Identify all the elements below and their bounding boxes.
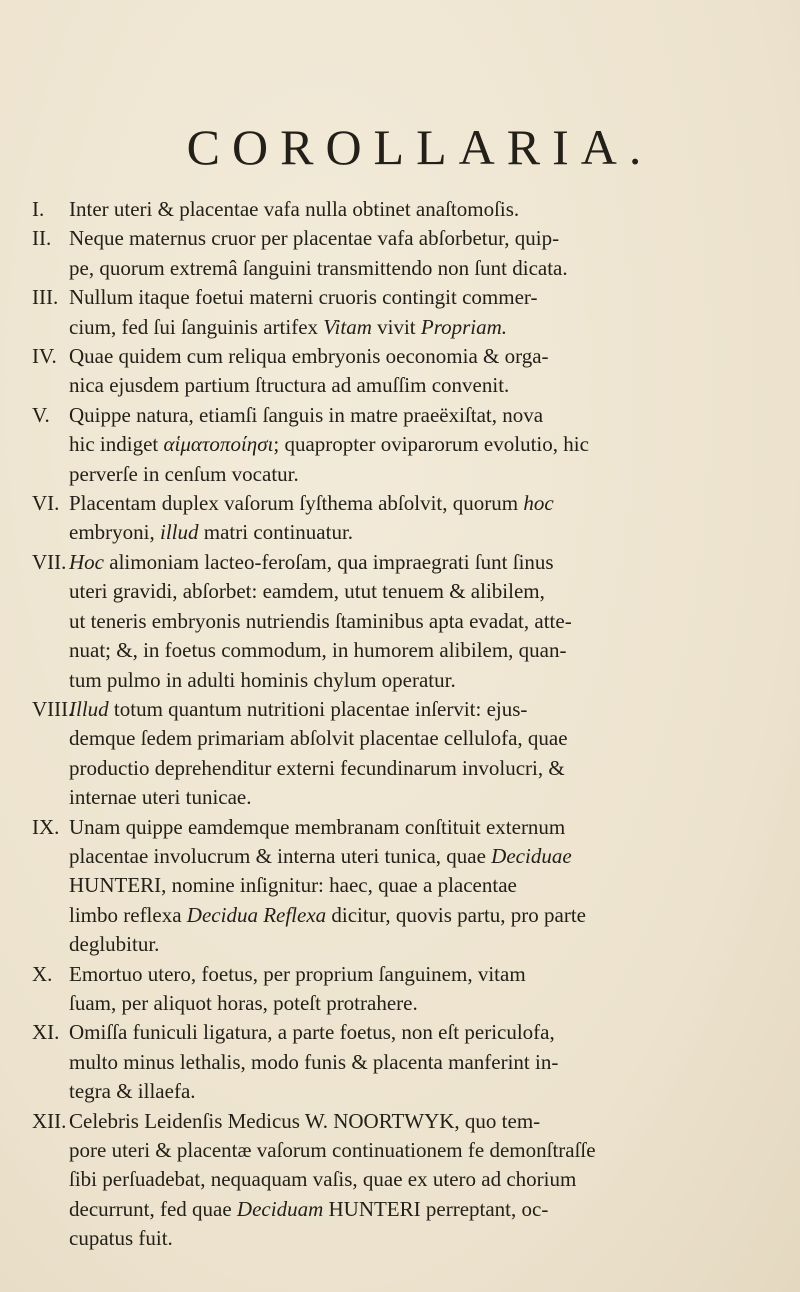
corollary-text	[69, 960, 772, 1019]
italic-text: illud	[159, 520, 199, 545]
text-run: alimoniam lacteo-feroſam, qua impraegrati ſunt ſinus uteri gravidi, abſorbet: eamdem, utut tenuem & alibilem, ut teneris embryonis nutriendis ſtaminibus apta evadat, atte- nuat; &, in foetus commodum, in humorem alibilem, quan- tum pulmo in adulti hominis chylum operatur.	[69, 549, 572, 692]
corollary-number: XII.	[32, 1108, 67, 1133]
corollary-number: IV.	[32, 344, 57, 369]
text-run: Celebris Leidenſis Medicus W. NOORTWYK, quo tem- pore uteri & placentæ vaſorum continuationem fe demonſtraſſe ſibi perſuadebat, nequaquam vaſis, quae ex utero ad chorium decurrunt, fed quae	[69, 1108, 596, 1221]
corollary-item	[32, 1018, 772, 1106]
text-run: Quippe natura, etiamſi ſanguis in matre praeëxiſtat, nova hic indiget	[69, 402, 544, 457]
corollary-item	[32, 224, 772, 283]
text-run: totum quantum nutritioni placentae inſervit: ejus- demque ſedem primariam abſolvit placentae cellulofa, quae productio deprehenditur externi fecundinarum involucri, & internae uteri tunicae.	[69, 696, 568, 810]
corollary-number: VIII.	[32, 696, 74, 721]
corollary-text	[69, 813, 772, 960]
text-run: ; quapropter oviparorum evolutio, hic perverſe in cenſum vocatur.	[69, 432, 589, 486]
italic-text: Deciduam	[236, 1196, 324, 1221]
corollary-item	[32, 813, 772, 960]
corollary-item	[32, 401, 772, 489]
text-run: embryoni,	[69, 520, 155, 545]
text-run: Emortuo utero, foetus, per proprium ſanguinem, vitam ſuam, per aliquot horas, poteſt protrahere.	[69, 961, 526, 1015]
corollary-item	[32, 342, 772, 401]
text-run: vivit	[371, 314, 421, 339]
corollary-number: II.	[32, 226, 52, 251]
corollary-text	[69, 489, 772, 548]
italic-text: Hoc	[69, 549, 104, 574]
corollary-text	[69, 195, 772, 224]
corollary-item	[32, 195, 772, 224]
text-run: Nullum itaque foetui materni cruoris contingit commer- cium, fed ſui ſanguinis artifex	[69, 285, 538, 339]
text-run: HUNTERI perreptant, oc- cupatus fuit.	[69, 1196, 549, 1251]
text-run: matri continuatur.	[198, 520, 354, 545]
text-run: dicitur, quovis partu, pro parte deglubitur.	[69, 902, 587, 957]
corollary-item	[32, 1107, 772, 1254]
corollary-text	[69, 1018, 772, 1106]
corollary-number: XI.	[32, 1020, 60, 1045]
corollary-number: III.	[32, 285, 59, 310]
corollary-number: IX.	[32, 814, 60, 839]
text-run: Unam quippe eamdemque membranam conſtituit externum placentae involucrum & interna uteri tunica, quae	[69, 814, 566, 868]
corollary-item	[32, 548, 772, 695]
corollary-text	[69, 283, 772, 342]
corollary-item	[32, 695, 772, 813]
corollary-item	[32, 489, 772, 548]
corollary-item	[32, 960, 772, 1019]
italic-text: hoc	[523, 491, 554, 516]
text-run: Placentam duplex vaſorum ſyſthema abſolvit, quorum	[69, 491, 524, 516]
corollary-number: X.	[32, 961, 53, 986]
corollary-text	[69, 695, 772, 813]
text-run: HUNTERI, nomine inſignitur: haec, quae a placentae limbo reflexa	[69, 873, 517, 927]
corollary-text	[69, 342, 772, 401]
corollary-text	[69, 401, 772, 489]
corollary-text	[69, 1107, 772, 1254]
italic-text: Illud	[69, 696, 109, 721]
italic-text: Deciduae	[491, 843, 572, 868]
italic-text: Vitam	[323, 314, 372, 339]
corollary-text	[69, 224, 772, 283]
italic-text: αἱματοποίησι	[163, 432, 274, 457]
text-run: Inter uteri & placentae vafa nulla obtinet anaſtomoſis.	[69, 197, 520, 221]
corollary-text	[69, 548, 772, 695]
italic-text: Propriam.	[420, 314, 508, 339]
text-run: Omiſſa funiculi ligatura, a parte foetus, non eſt periculofa, multo minus lethalis, modo funis & placenta manferint in- tegra & illaefa.	[69, 1020, 559, 1104]
italic-text: Decidua Reflexa	[186, 902, 327, 927]
corollary-number: V.	[32, 402, 50, 427]
text-run: Quae quidem cum reliqua embryonis oeconomia & orga- nica ejusdem partium ſtructura ad amuſſim convenit.	[69, 344, 549, 398]
corollaria-list	[32, 195, 772, 1254]
page-title: COROLLARIA.	[186, 119, 654, 175]
corollary-number: I.	[32, 197, 45, 221]
text-run: Neque maternus cruor per placentae vafa abſorbetur, quip- pe, quorum extremâ ſanguini transmittendo non ſunt dicata.	[69, 226, 568, 280]
corollary-item	[32, 283, 772, 342]
corollary-number: VII.	[32, 549, 67, 574]
corollary-number: VI.	[32, 491, 60, 516]
